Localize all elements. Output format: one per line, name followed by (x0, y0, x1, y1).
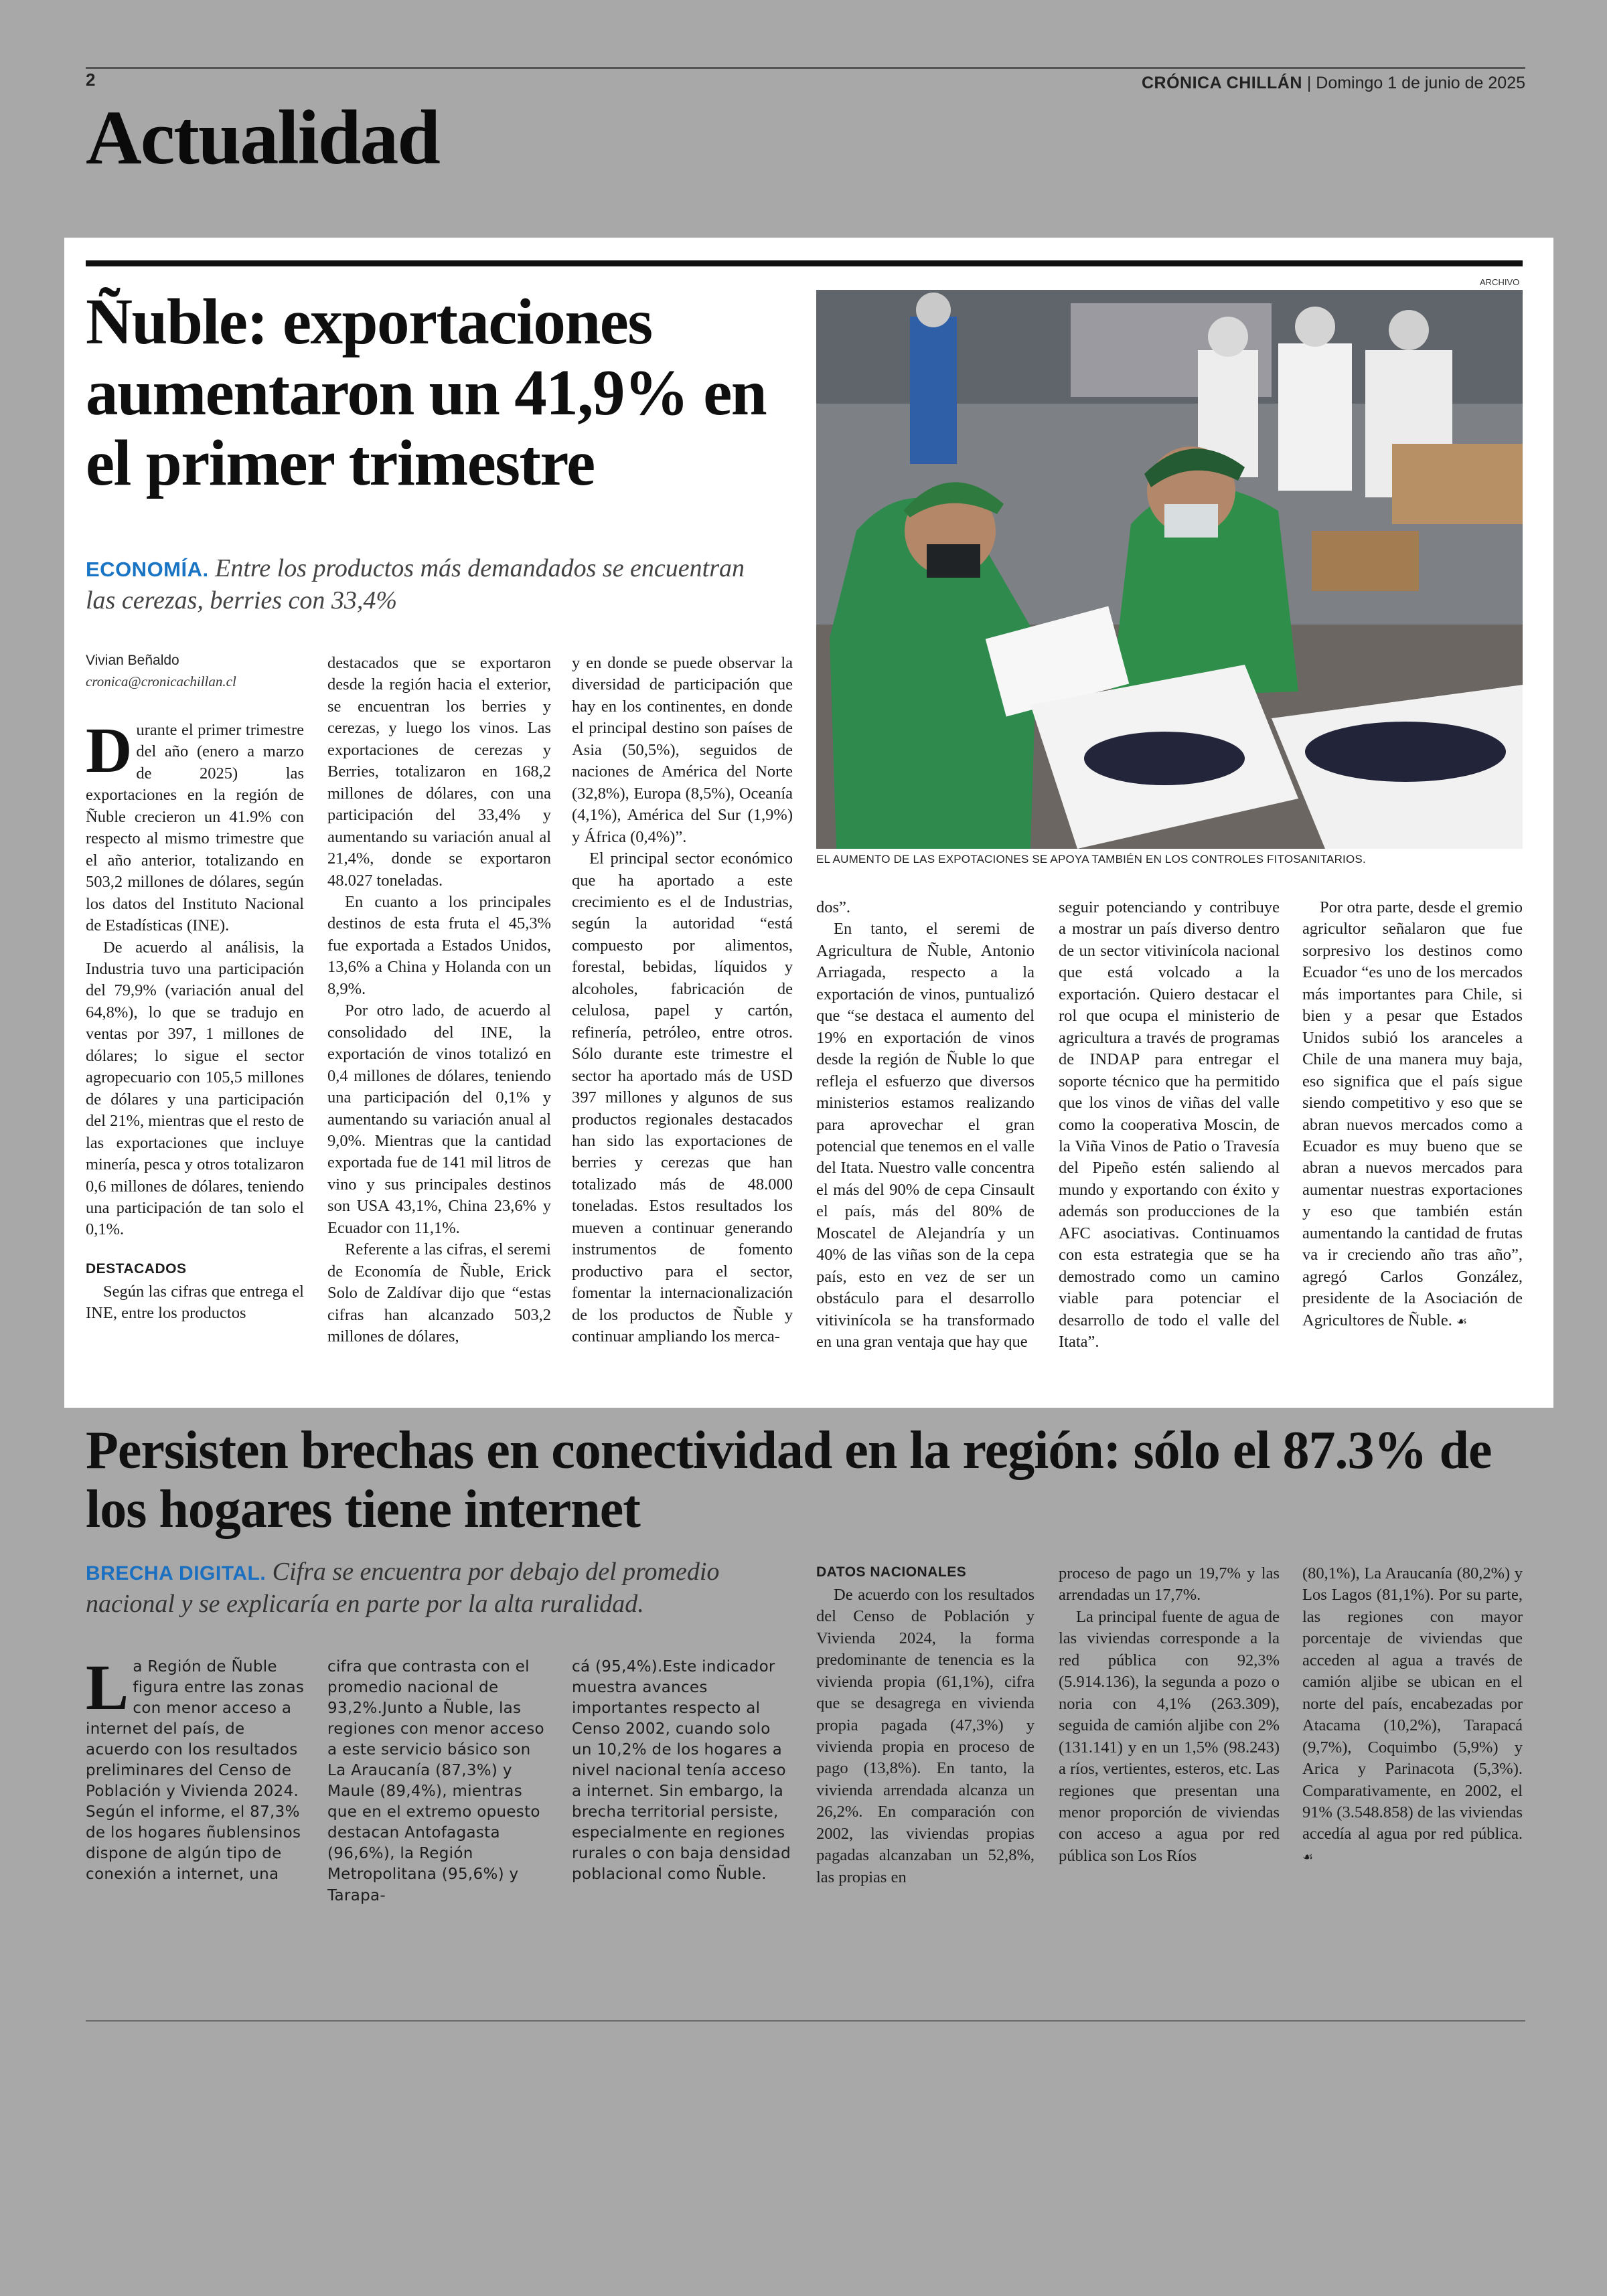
header-rule (86, 67, 1525, 69)
paragraph: a Región de Ñuble figura entre las zonas con menor acceso a internet del país, de acuerdo con los resultados preliminares del Censo de Población y Vivienda 2024. Según el informe, el 87,3% de los hogares ñublensinos dispone de algún tipo de conexión a internet, una (86, 1658, 305, 1884)
article-rule (86, 260, 1523, 266)
paragraph (1302, 897, 1523, 1331)
kicker-label: BRECHA DIGITAL. (86, 1562, 266, 1584)
end-mark-icon: ☙ (1456, 1314, 1468, 1329)
article-kicker (86, 553, 762, 617)
article2-headline: Persisten brechas en conectividad en la región: sólo el 87.3% de los hogares tiene internet (86, 1421, 1492, 1539)
footer-rule (86, 2020, 1525, 2022)
paragraph: dos”. (816, 898, 851, 916)
kicker-label: ECONOMÍA. (86, 558, 209, 581)
paragraph (1302, 1563, 1523, 1867)
paragraph: y en donde se puede observar la diversidad de participación que hay en los continentes, en donde el principal destino son países de Asia (50,5%), seguidos de naciones de América del Norte (32,8%), Europa (8,5%), Oceanía (4,1%), América del Sur (1,9%) y África (0,4%)”. (572, 654, 793, 846)
paragraph: cá (95,4%).Este indicador muestra avances importantes respecto al Censo 2002, cuando solo un 10,2% de los hogares a nivel nacional tenía acceso a internet. Sin embargo, la brecha territorial persiste, especialmente en regiones rurales o con baja densidad poblacional como Ñuble. (572, 1658, 791, 1884)
subhead: DESTACADOS (86, 1260, 187, 1277)
kicker-text: Cifra se encuentra por debajo del promedio nacional y se explicaría en parte por la alta ruralidad. (86, 1558, 720, 1618)
paragraph: El principal sector económico que ha aportado a este crecimiento es el de Industrias, según la autoridad “está compuesto por alimentos, forestal, bebidas, líquidos y alcoholes, fabricación de celulosa, papel y cartón, refinería, petróleo, entre otros. Sólo durante este trimestre el sector ha aportado más de USD 397 millones y algunos de sus productos regionales destacados han sido las exportaciones de berries y cerezas que han totalizado más de 48.000 toneladas. Estos resultados los mueven a continuar generando instrumentos de fomento productivo para el sector, fomentar la internacionalización de los productos de Ñuble y continuar ampliando los merca- (572, 849, 793, 1346)
paragraph: cifra que contrasta con el promedio nacional de 93,2%.Junto a Ñuble, las regiones con menor acceso a este servicio básico son La Araucanía (87,3%) y Maule (89,4%), mientras que en el extremo opuesto destacan Antofagasta (96,6%), la Región Metropolitana (95,6%) y Tarapa- (327, 1658, 544, 1904)
paragraph: Por otro lado, de acuerdo al consolidado del INE, la exportación de vinos totalizó en 0,4 millones de dólares, teniendo una participación del 0,1% y aumentando su variación anual al 9,0%. Mientras que la cantidad exportada fue de 141 mil litros de vino y sus principales destinos son USA 43,1%, China 23,6% y Ecuador con 11,1%. (327, 1001, 551, 1237)
masthead-date: Domingo 1 de junio de 2025 (1316, 74, 1525, 92)
paragraph: urante el primer trimestre del año (enero a marzo de 2025) las exportaciones en la región de Ñuble crecieron un 41.9% con respecto al mismo trimestre que el año anterior, totalizando en 503,2 millones de dólares, según los datos del Instituto Nacional de Estadísticas (INE). (86, 721, 304, 935)
author-email: cronica@cronicachillan.cl (86, 673, 236, 689)
paragraph-text: (80,1%), La Araucanía (80,2%) y Los Lagos (81,1%). Por su parte, las regiones con mayor porcentaje de viviendas que acceden al agua a través de camión aljibe se ubican en el norte del país, encabezadas por Atacama (10,2%), Tarapacá (9,7%), Coquimbo (5,9%) y Arica y Parinacota (5,3%). Comparativamente, en 2002, el 91% (3.548.858) de las viviendas accedía al agua por red pública. (1302, 1564, 1523, 1843)
article-column-3 (572, 653, 793, 1348)
subhead: DATOS NACIONALES (816, 1564, 967, 1580)
article2-column-4 (816, 1563, 1035, 1888)
section-title: Actualidad (86, 95, 439, 181)
paragraph: destacados que se exportaron desde la región hacia el exterior, se encuentran los berries y cerezas, y luego los vinos. Las exportaciones de cerezas y Berries, totalizaron en 168,2 millones de dólares, con una participación del 33,4% y aumentando su variación anual al 21,4%, donde se exportaron 48.027 toneladas. (327, 654, 551, 890)
paragraph: La principal fuente de agua de las viviendas corresponde a la red pública con 92,3% (5.914.136), la segunda a pozo o noria con 4,1% (263.309), seguida de camión aljibe con 2% (131.141) y en un 1,5% (98.243) a ríos, vertientes, esteros, etc. Las regiones que presentan una menor proporción de viviendas con acceso a agua por red pública son Los Ríos (1059, 1607, 1280, 1865)
paragraph-text: Por otra parte, desde el gremio agricultor señalaron que fue sorpresivo los destinos como Ecuador “es uno de los mercados más importantes para Chile, si bien y a pesar que Estados Unidos subió los aranceles a Chile de una manera muy baja, eso significa que el país sigue siendo competitivo y eso que se abran nuevos mercados como a Ecuador es muy bueno que se abran a nuevos mercados para aumentar nuestras exportaciones y eso que también están aumentando la cantidad de frutas va ir creciendo año tras año”, agregó Carlos González, presidente de la Asociación de Agricultores de Ñuble. (1302, 898, 1523, 1329)
kicker-text: Entre los productos más demandados se encuentran las cerezas, berries con 33,4% (86, 554, 745, 614)
page-number: 2 (86, 70, 96, 90)
article2-column-2 (327, 1657, 548, 1906)
article-column-4 (816, 897, 1035, 1354)
dropcap: D (86, 714, 133, 786)
article-column-1 (86, 714, 304, 1325)
article2-column-1 (86, 1651, 307, 1886)
paragraph: En tanto, el seremi de Agricultura de Ñuble, Antonio Arriagada, respecto a la exportación de vinos, puntualizó que “se destaca el aumento del 19% en exportación de vinos desde la región de Ñuble lo que refleja el esfuerzo que diversos ministerios estamos realizando para aprovechar el gran potencial que tenemos en el valle del Itata. Nuestro valle concentra el más del 90% de cepa Cinsault el país, más del 80% de Moscatel de Alejandría y un 40% de las viñas son de la cepa país, esto en vez de ser un obstáculo para el desarrollo vitivinícola se ha transformado en una gran ventaja que hay que (816, 920, 1035, 1351)
article-column-2 (327, 653, 551, 1348)
paragraph: seguir potenciando y contribuye a mostrar un país diverso dentro de un sector vitivinícola nacional que está volcado a la exportación. Quiero destacar el rol que ocupa el ministerio de agricultura a través de programas de INDAP para entregar el soporte técnico que ha permitido que los vinos de viñas del valle como la cooperativa Moscin, de la Viña Vinos de Patio o Travesía del Pipeño estén saliendo al mundo y exportando con éxito y además son producciones de la AFC asociativas. Continuamos con esta estrategia que se ha demostrado como un camino viable para potenciar el desarrollo de todo el valle del Itata”. (1059, 898, 1280, 1351)
article-headline: Ñuble: exportaciones aumentaron un 41,9% en el primer trimestre (86, 286, 767, 499)
photo-illustration (816, 290, 1523, 849)
article-column-5 (1059, 897, 1280, 1354)
end-mark-icon: ☙ (1302, 1850, 1314, 1864)
paragraph: Referente a las cifras, el seremi de Economía de Ñuble, Erick Solo de Zaldívar dijo que “estas cifras han alcanzado 503,2 millones de dólares, (327, 1240, 551, 1346)
article2-column-3 (572, 1657, 793, 1886)
paragraph: En cuanto a los principales destinos de esta fruta el 45,3% fue exportada a Estados Unidos, 13,6% a China y Holanda con un 8,9%. (327, 892, 551, 998)
author-name: Vivian Beñaldo (86, 653, 179, 668)
article-photo (816, 290, 1523, 849)
paragraph: proceso de pago un 19,7% y las arrendadas un 17,7%. (1059, 1564, 1280, 1605)
article2-kicker (86, 1556, 789, 1620)
article-column-6 (1302, 897, 1523, 1331)
dropcap: L (86, 1651, 129, 1723)
article2-column-5 (1059, 1563, 1280, 1867)
photo-caption: EL AUMENTO DE LAS EXPOTACIONES SE APOYA TAMBIÉN EN LOS CONTROLES FITOSANITARIOS. (816, 853, 1366, 866)
photo-credit: ARCHIVO (1480, 277, 1520, 287)
masthead-name: CRÓNICA CHILLÁN (1141, 74, 1302, 92)
paragraph: De acuerdo con los resultados del Censo de Población y Vivienda 2024, la forma predominante de tenencia es la vivienda propia (61,1%), cifra que se desagrega en vivienda propia pagada (47,3%) y vivienda propia en proceso de pago (13,8%). En tanto, la vivienda arrendada alcanza un 26,2%. En comparación con 2002, las viviendas propias pagadas alcanzaban un 52,8%, las propias en (816, 1585, 1035, 1886)
paragraph: De acuerdo al análisis, la Industria tuvo una participación del 79,9% (variación anual del 64,8%), lo que se tradujo en ventas por 397, 1 millones de dólares; lo sigue el sector agropecuario con 105,5 millones de dólares y una participación del 21%, mientras que el resto de las exportaciones que incluye minería, pesca y otros totalizaron 0,6 millones de dólares, teniendo una participación de tan solo el 0,1%. (86, 938, 304, 1239)
article2-column-6 (1302, 1563, 1523, 1867)
masthead: CRÓNICA CHILLÁN | Domingo 1 de junio de 2025 (1141, 74, 1525, 92)
paragraph: Según las cifras que entrega el INE, entre los productos (86, 1282, 304, 1323)
